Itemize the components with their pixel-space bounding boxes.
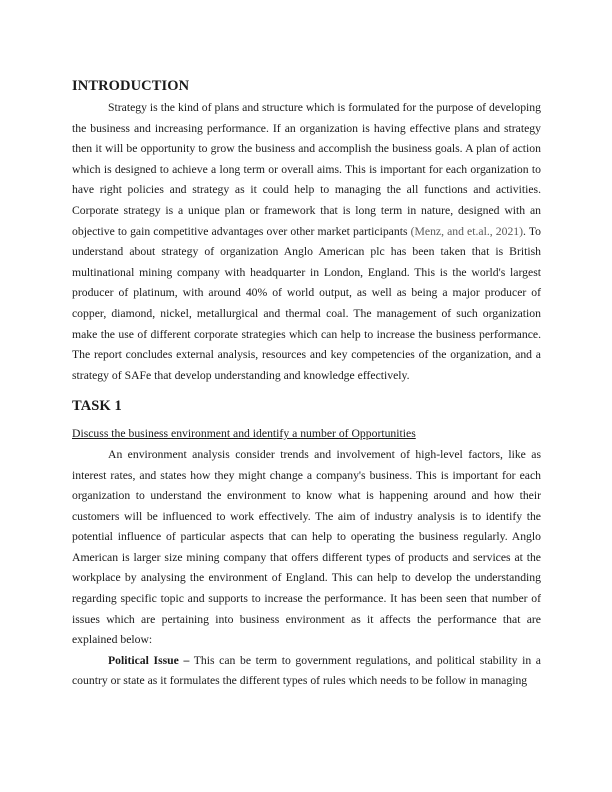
introduction-text-part-1: Strategy is the kind of plans and structure which is formulated for the purpose of developing the business and increasing performance. If an organization is having effective plans and strategy then it will be opportunity to grow the business and accomplish the business goals. A plan of action which is designed to achieve a long term or overall aims. This is important for each organization to have right policies and strategy as it could help to managing the all functions and activities. Corporate strategy is a unique plan or framework that is long term in nature, designed with an objective to gain competitive advantages over other market participants: [72, 101, 541, 238]
political-issue-text: This can be term to government regulations, and political stability in a country or state as it formulates the different types of rules which needs to be follow in managing: [72, 653, 541, 688]
introduction-text-part-2: . To understand about strategy of organization Anglo American plc has been taken that is British multinational mining company with headquarter in London, England. This is the world's largest producer of platinum, with around 40% of world output, as well as being a major producer of copper, diamond, nickel, metallurgical and thermal coal. The management of such organization make the use of different corporate strategies which can help to increase the business performance. The report concludes external analysis, resources and key competencies of the organization, and a strategy of SAFe that develop understanding and knowledge effectively.: [72, 224, 541, 382]
task-1-heading: TASK 1: [72, 398, 122, 415]
political-issue-term: Political Issue –: [108, 653, 190, 667]
task-1-subheading: Discuss the business environment and identify a number of Opportunities: [72, 427, 416, 441]
citation: (Menz, and et.al., 2021): [410, 224, 524, 238]
task-1-paragraph: An environment analysis consider trends and involvement of high-level factors, like as interest rates, and states how they might change a company's business. This is important for each organization to understand the environment to know what is happening around and how their customers will be influenced to work effectively. The aim of industry analysis is to identify the potential influence of particular aspects that can help to operating the business regularly. Anglo American is larger size mining company that offers different types of products and services at the workplace by analysing the environment of England. This can help to develop the understanding regarding specific topic and supports to increase the performance. It has been seen that number of issues which are pertaining into business environment as it affects the performance that are explained below:: [72, 447, 541, 647]
political-issue-paragraph: [72, 651, 541, 692]
document-page: [72, 72, 541, 692]
introduction-heading: INTRODUCTION: [72, 78, 190, 94]
introduction-paragraph: [72, 98, 541, 386]
